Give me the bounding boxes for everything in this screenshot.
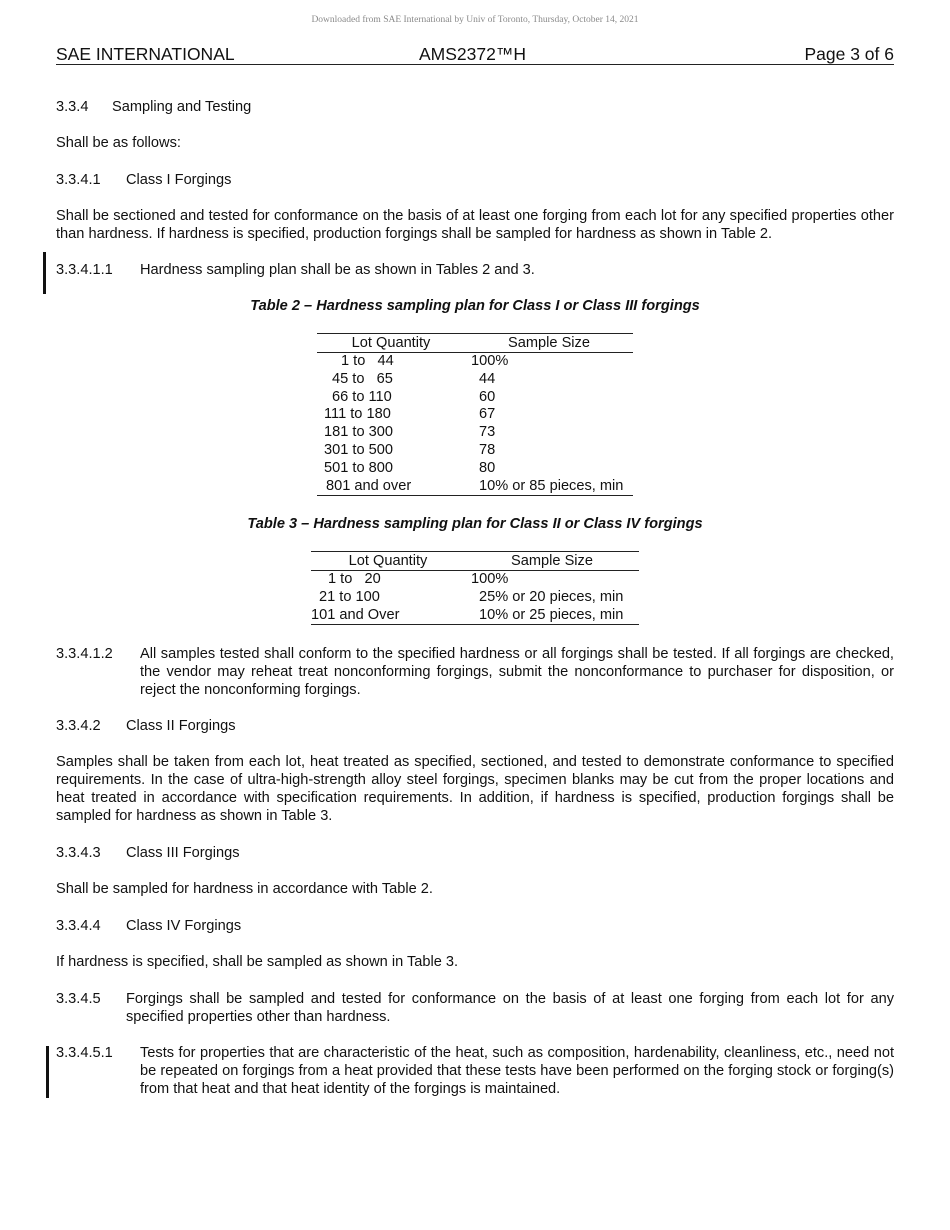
intro-text: Shall be as follows: — [56, 135, 181, 151]
heading-3-3-4-4 — [56, 917, 894, 935]
paragraph-3-3-4-1: Shall be sectioned and tested for conformance on the basis of at least one forging from each lot for any specified properties other than hardness. If hardness is specified, production forgings shall be sampled for hardness as shown in Table 2. — [56, 208, 894, 242]
table-row — [311, 589, 639, 607]
paragraph-3-3-4-1-1 — [56, 261, 894, 279]
revision-bar — [43, 252, 46, 294]
section-number: 3.3.4.5 — [56, 991, 101, 1007]
section-title: Sampling and Testing — [112, 99, 252, 115]
sample-size-cell: 44 — [479, 370, 496, 387]
sample-size-cell: 10% or 25 pieces, min — [465, 607, 639, 625]
table-3-caption: Table 3 – Hardness sampling plan for Class II or Class IV forgings — [247, 516, 703, 532]
section-number: 3.3.4 — [56, 99, 89, 115]
sample-size-cell: 78 — [479, 441, 496, 458]
lot-quantity-cell: 801 and over — [317, 478, 465, 496]
table-row — [311, 607, 639, 625]
paragraph-3-3-4-5 — [56, 990, 894, 1026]
column-header: Sample Size — [465, 552, 639, 571]
section-title: Class II Forgings — [126, 718, 236, 734]
table-row — [317, 406, 633, 424]
section-number: 3.3.4.4 — [56, 918, 101, 934]
paragraph-3-3-4-2: Samples shall be taken from each lot, heat treated as specified, sectioned, and tested to demonstrate conformance to specified requirements. In the case of ultra-high-strength alloy steel forgings, specimen blanks may be cut from the proper locations and heat treated in accordance with specification requirements. In addition, if hardness is specified, production forgings shall be sampled for hardness as shown in Table 3. — [56, 754, 894, 824]
section-number: 3.3.4.2 — [56, 718, 101, 734]
section-number: 3.3.4.1 — [56, 172, 101, 188]
table-row — [317, 424, 633, 442]
table-row — [317, 442, 633, 460]
heading-3-3-4-1 — [56, 171, 894, 189]
paragraph-3-3-4-1-2 — [56, 645, 894, 699]
section-number: 3.3.4.1.1 — [56, 262, 113, 278]
sample-size-cell: 80 — [479, 459, 496, 476]
paragraph-3-3-4-5-1 — [56, 1044, 894, 1098]
sample-size-cell: 60 — [479, 388, 496, 405]
lot-quantity-cell: 111 to 180 — [324, 406, 391, 423]
table-row — [317, 371, 633, 389]
lot-quantity-cell: 21 to 100 — [319, 588, 380, 605]
lot-quantity-cell: 101 and Over — [311, 607, 465, 625]
lot-quantity-cell: 45 to 65 — [332, 370, 393, 387]
paragraph-3-3-4-4: If hardness is specified, shall be sampled as shown in Table 3. — [56, 954, 459, 970]
download-notice: Downloaded from SAE International by Univ of Toronto, Thursday, October 14, 2021 — [311, 15, 639, 25]
sample-size-cell: 100% — [471, 571, 509, 587]
table-row — [317, 460, 633, 478]
section-title: Class IV Forgings — [126, 918, 242, 934]
table-row — [317, 353, 633, 371]
table-row — [317, 389, 633, 407]
table-3 — [311, 551, 639, 625]
paragraph-text: All samples tested shall conform to the specified hardness or all forgings shall be tested. If all forgings are checked, the vendor may reheat treat nonconforming forgings, submit the nonconformance to purchaser for disposition, or reject the nonconforming forgings. — [140, 646, 894, 698]
page-number: Page 3 of 6 — [804, 44, 894, 64]
lot-quantity-cell: 181 to 300 — [324, 424, 393, 441]
lot-quantity-cell: 501 to 800 — [324, 459, 393, 476]
document-id: AMS2372™H — [419, 44, 526, 64]
heading-3-3-4 — [56, 98, 894, 116]
sample-size-cell: 67 — [479, 406, 496, 423]
section-number: 3.3.4.5.1 — [56, 1045, 113, 1061]
table-row — [317, 478, 633, 496]
sample-size-cell: 10% or 85 pieces, min — [465, 478, 633, 496]
column-header: Lot Quantity — [317, 334, 465, 353]
publisher-name: SAE INTERNATIONAL — [56, 44, 235, 64]
sample-size-cell: 25% or 20 pieces, min — [479, 588, 624, 605]
lot-quantity-cell: 66 to 110 — [332, 388, 392, 405]
paragraph-3-3-4-3: Shall be sampled for hardness in accordance with Table 2. — [56, 881, 433, 897]
lot-quantity-cell: 1 to 44 — [341, 353, 394, 369]
section-number: 3.3.4.1.2 — [56, 646, 113, 662]
section-title: Class I Forgings — [126, 172, 232, 188]
lot-quantity-cell: 1 to 20 — [328, 571, 381, 587]
revision-bar — [46, 1046, 49, 1098]
table-2-caption: Table 2 – Hardness sampling plan for Class I or Class III forgings — [250, 298, 700, 314]
heading-3-3-4-2 — [56, 717, 894, 735]
page-header — [56, 44, 894, 65]
table-2 — [317, 333, 633, 496]
sample-size-cell: 73 — [479, 424, 496, 441]
paragraph-text: Hardness sampling plan shall be as shown in Tables 2 and 3. — [140, 262, 535, 278]
section-number: 3.3.4.3 — [56, 845, 101, 861]
sample-size-cell: 100% — [471, 353, 509, 369]
lot-quantity-cell: 301 to 500 — [324, 441, 393, 458]
section-title: Class III Forgings — [126, 845, 240, 861]
table-row — [311, 571, 639, 589]
paragraph-text: Tests for properties that are characteristic of the heat, such as composition, hardenability, cleanliness, etc., need not be repeated on forgings from a heat provided that these tests have been performed on the forging stock or forging(s) from that heat and that heat identity of the forgings is maintained. — [140, 1045, 894, 1097]
heading-3-3-4-3 — [56, 844, 894, 862]
paragraph-text: Forgings shall be sampled and tested for conformance on the basis of at least one forging from each lot for any specified properties other than hardness. — [126, 991, 894, 1025]
column-header: Sample Size — [465, 334, 633, 353]
column-header: Lot Quantity — [311, 552, 465, 571]
